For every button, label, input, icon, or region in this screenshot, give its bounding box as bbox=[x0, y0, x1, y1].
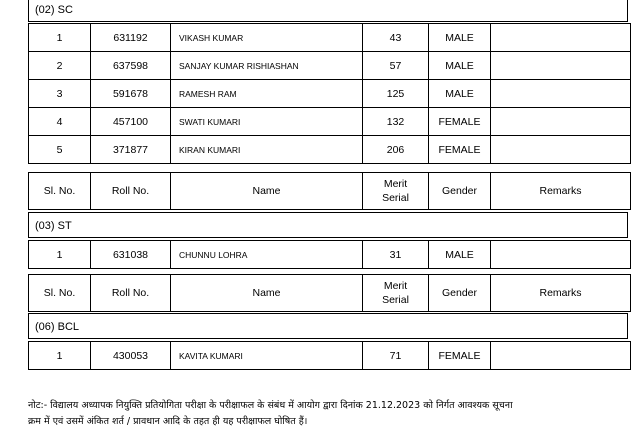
header-merit-line1: Merit bbox=[383, 280, 408, 292]
sl-no-cell: 4 bbox=[29, 108, 91, 136]
gender-cell: MALE bbox=[429, 80, 491, 108]
header-gender: Gender bbox=[429, 275, 491, 312]
header-remarks: Remarks bbox=[491, 173, 631, 210]
name-cell: RAMESH RAM bbox=[171, 80, 363, 108]
name-cell: CHUNNU LOHRA bbox=[171, 241, 363, 269]
header-name: Name bbox=[171, 275, 363, 312]
table-row bbox=[29, 80, 631, 108]
bcl-header-block bbox=[28, 274, 630, 312]
remarks-cell bbox=[491, 24, 631, 52]
table-row bbox=[29, 241, 631, 269]
sc-results-table bbox=[28, 23, 631, 164]
header-roll-no: Roll No. bbox=[91, 173, 171, 210]
st-results-table bbox=[28, 240, 631, 269]
header-name: Name bbox=[171, 173, 363, 210]
merit-serial-cell: 125 bbox=[363, 80, 429, 108]
roll-no-cell: 371877 bbox=[91, 136, 171, 164]
table-row bbox=[29, 342, 631, 370]
category-label-st: (03) ST bbox=[28, 212, 628, 238]
sl-no-cell: 1 bbox=[29, 342, 91, 370]
header-remarks: Remarks bbox=[491, 275, 631, 312]
table-row bbox=[29, 24, 631, 52]
sc-table-block bbox=[28, 23, 630, 164]
roll-no-cell: 430053 bbox=[91, 342, 171, 370]
header-sl-no: Sl. No. bbox=[29, 173, 91, 210]
roll-no-cell: 631192 bbox=[91, 24, 171, 52]
roll-no-cell: 457100 bbox=[91, 108, 171, 136]
gender-cell: FEMALE bbox=[429, 342, 491, 370]
st-table-block bbox=[28, 240, 630, 269]
roll-no-cell: 631038 bbox=[91, 241, 171, 269]
gender-cell: FEMALE bbox=[429, 108, 491, 136]
roll-no-cell: 591678 bbox=[91, 80, 171, 108]
roll-no-cell: 637598 bbox=[91, 52, 171, 80]
column-header-table bbox=[28, 172, 631, 210]
bcl-table-block bbox=[28, 341, 630, 370]
gender-cell: MALE bbox=[429, 24, 491, 52]
merit-serial-cell: 132 bbox=[363, 108, 429, 136]
name-cell: VIKASH KUMAR bbox=[171, 24, 363, 52]
footnote-line-2: क्रम में एवं उसमें अंकित शर्त / प्रावधान आदि के तहत ही यह परीक्षाफल घोषित हैं। bbox=[28, 416, 308, 427]
name-cell: SANJAY KUMAR RISHIASHAN bbox=[171, 52, 363, 80]
sl-no-cell: 3 bbox=[29, 80, 91, 108]
footnote-line-1: नोट:- विद्यालय अध्यापक नियुक्ति प्रतियोगिता परीक्षा के परीक्षाफल के संबंध में आयोग द्वारा दिनांक 21.12.2023 को निर्गत आवश्यक सूचना bbox=[28, 400, 513, 411]
header-merit-line1: Merit bbox=[383, 178, 408, 190]
gender-cell: MALE bbox=[429, 52, 491, 80]
header-gender: Gender bbox=[429, 173, 491, 210]
name-cell: KAVITA KUMARI bbox=[171, 342, 363, 370]
header-row bbox=[29, 173, 631, 210]
header-merit-serial bbox=[363, 275, 429, 312]
remarks-cell bbox=[491, 80, 631, 108]
remarks-cell bbox=[491, 136, 631, 164]
header-sl-no: Sl. No. bbox=[29, 275, 91, 312]
header-row bbox=[29, 275, 631, 312]
sl-no-cell: 1 bbox=[29, 241, 91, 269]
merit-serial-cell: 71 bbox=[363, 342, 429, 370]
merit-serial-cell: 57 bbox=[363, 52, 429, 80]
category-label-sc: (02) SC bbox=[28, 0, 628, 22]
name-cell: SWATI KUMARI bbox=[171, 108, 363, 136]
name-cell: KIRAN KUMARI bbox=[171, 136, 363, 164]
table-row bbox=[29, 108, 631, 136]
merit-serial-cell: 31 bbox=[363, 241, 429, 269]
sl-no-cell: 5 bbox=[29, 136, 91, 164]
gender-cell: FEMALE bbox=[429, 136, 491, 164]
category-label-bcl: (06) BCL bbox=[28, 313, 628, 339]
footnote bbox=[28, 398, 588, 430]
table-row bbox=[29, 136, 631, 164]
remarks-cell bbox=[491, 241, 631, 269]
header-merit-serial bbox=[363, 173, 429, 210]
merit-serial-cell: 206 bbox=[363, 136, 429, 164]
bcl-results-table bbox=[28, 341, 631, 370]
gender-cell: MALE bbox=[429, 241, 491, 269]
header-roll-no: Roll No. bbox=[91, 275, 171, 312]
table-row bbox=[29, 52, 631, 80]
remarks-cell bbox=[491, 342, 631, 370]
merit-serial-cell: 43 bbox=[363, 24, 429, 52]
column-header-table bbox=[28, 274, 631, 312]
remarks-cell bbox=[491, 52, 631, 80]
sl-no-cell: 1 bbox=[29, 24, 91, 52]
header-merit-line2: Serial bbox=[382, 192, 409, 204]
sl-no-cell: 2 bbox=[29, 52, 91, 80]
remarks-cell bbox=[491, 108, 631, 136]
header-merit-line2: Serial bbox=[382, 294, 409, 306]
st-header-block bbox=[28, 172, 630, 210]
